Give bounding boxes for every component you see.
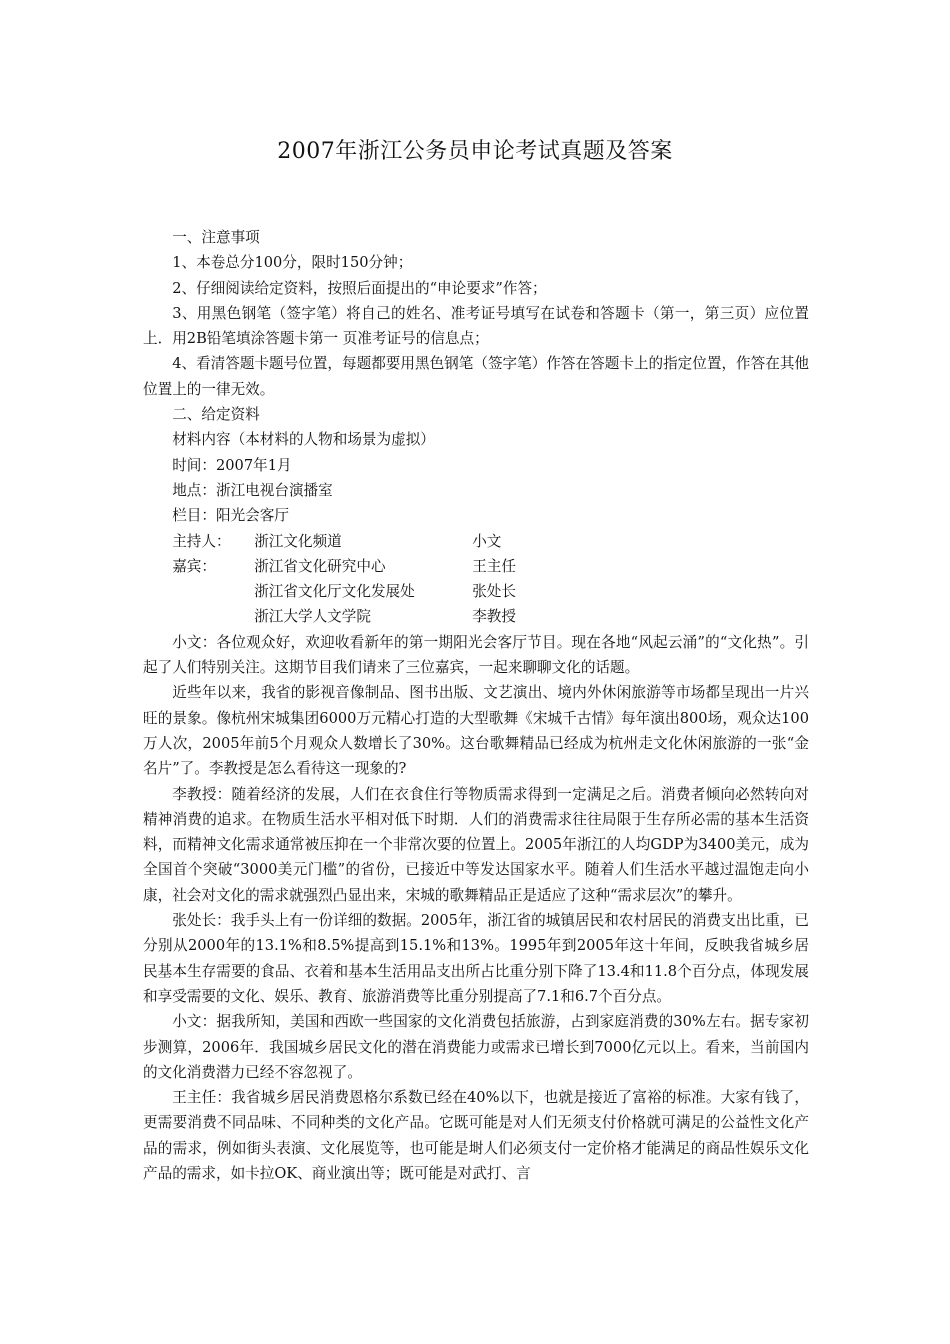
dialogue-paragraph: 小文：据我所知，美国和西欧一些国家的文化消费包括旅游，占到家庭消费的30%左右。据专家初步测算，2006年．我国城乡居民文化的潜在消费能力或需求已增长到7000亿元以上。看来，当前国内的文化消费潜力已经不容忽视了。 [143,1013,809,1081]
participant-name: 张处长 [472,583,516,601]
notice-item: 4、看清答题卡题号位置，每题都要用黑色钢笔（签字笔）作答在答题卡上的指定位置，作答在其他位置上的一律无效。 [143,355,810,398]
participant-name: 小文 [472,532,502,550]
section-heading: 一、注意事项 [172,229,260,246]
participant-org: 浙江省文化厅文化发展处 [254,583,415,601]
notice-item: 1、本卷总分100分，限时150分钟； [172,254,413,272]
document-body [143,225,809,1186]
participant-org: 浙江文化频道 [254,532,342,550]
document-title: 2007年浙江公务员申论考试真题及答案 [277,139,673,164]
notice-item: 2、仔细阅读给定资料，按照后面提出的“申论要求”作答； [172,279,547,297]
participant-row [143,579,809,604]
dialogue-paragraph: 小文：各位观众好，欢迎收看新年的第一期阳光会客厅节目。现在各地“风起云涌”的“文化热”。引起了人们特别关注。这期节目我们请来了三位嘉宾，一起来聊聊文化的话题。 [143,633,809,677]
material-time: 时间：2007年1月 [172,456,292,474]
material-program: 栏目：阳光会客厅 [172,507,289,525]
participant-org: 浙江大学人文学院 [254,608,371,626]
participant-org: 浙江省文化研究中心 [254,557,386,575]
material-caption: 材料内容（本材料的人物和场景为虚拟） [172,431,435,449]
participant-row [143,604,809,629]
participant-row [143,529,809,554]
participant-row [143,554,809,579]
section-heading: 二、给定资料 [172,406,260,424]
participant-role: 嘉宾： [172,557,216,575]
participant-name: 王主任 [472,557,516,575]
dialogue-paragraph: 李教授：随着经济的发展，人们在衣食住行等物质需求得到一定满足之后。消费者倾向必然转向对精神消费的追求。在物质生活水平相对低下时期．人们的消费需求往往局限于生存所必需的基本生活资料，而精神文化需求通常被压抑在一个非常次要的位置上。2005年浙江的人均GDP为3400美元，成为全国首个突破“3000美元门槛”的省份，已接近中等发达国家水平。随着人们生活水平越过温饱走向小康，社会对文化的需求就强烈凸显出来，宋城的歌舞精品正是适应了这种“需求层次”的攀升。 [143,785,809,904]
dialogue-paragraph: 王主任：我省城乡居民消费恩格尔系数已经在40%以下，也就是接近了富裕的标准。大家有钱了，更需要消费不同品味、不同种类的文化产品。它既可能是对人们无须支付价格就可满足的公益性文化产品的需求，例如街头表演、文化展览等，也可能是埘人们必须支付一定价格才能满足的商品性娱乐文化产品的需求，如卡拉OK、商业演出等；既可能是对武打、言 [143,1089,809,1182]
notice-item: 3、用黑色钢笔（签字笔）将自己的姓名、准考证号填写在试卷和答题卡（第一，第三页）应位置上．用2B铅笔填涂答题卡第一 页准考证号的信息点； [143,304,809,348]
participant-role: 主持人： [172,532,231,550]
participant-name: 李教授 [472,608,516,626]
dialogue-paragraph: 近些年以来，我省的影视音像制品、图书出版、文艺演出、境内外休闲旅游等市场都呈现出一片兴旺的景象。像杭州宋城集团6000万元精心打造的大型歌舞《宋城千古情》每年演出800场，观众达100万人次，2005年前5个月观众人数增长了30%。这台歌舞精品已经成为杭州走文化休闲旅游的一张“金名片”了。李教授是怎么看待这一现象的? [143,684,809,778]
dialogue-paragraph: 张处长：我手头上有一份详细的数据。2005年，浙江省的城镇居民和农村居民的消费支出比重，已分别从2000年的13.1%和8.5%提高到15.1%和13%。1995年到2005年这十年间，反映我省城乡居民基本生存需要的食品、衣着和基本生活用品支出所占比重分别下降了13.4和11.8个百分点，体现发展和享受需要的文化、娱乐、教育、旅游消费等比重分别提高了7.1和6.7个百分点。 [143,912,809,1005]
material-place: 地点：浙江电视台演播室 [172,481,333,499]
